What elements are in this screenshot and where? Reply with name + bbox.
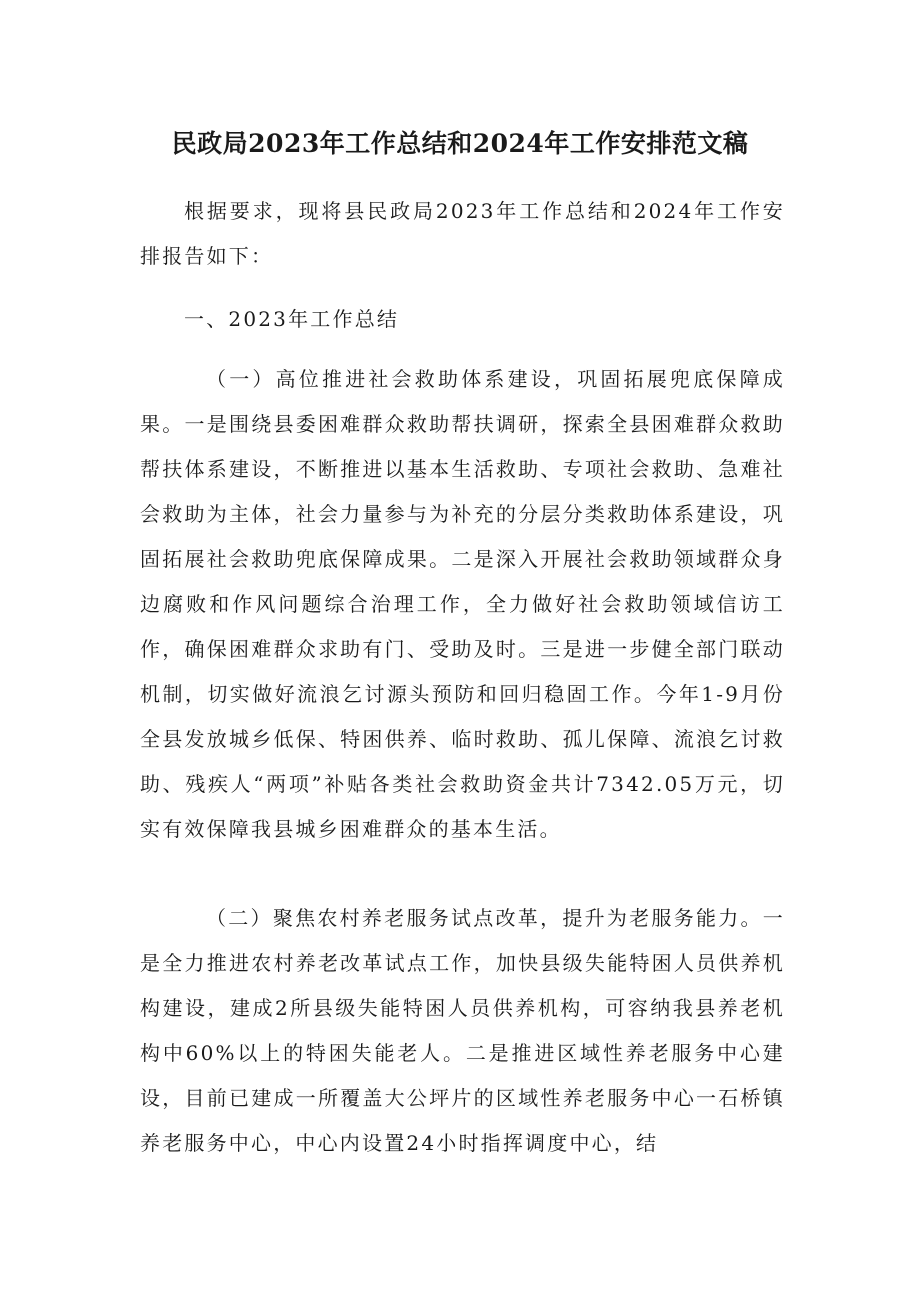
paragraph-item-1: （一）高位推进社会救助体系建设，巩固拓展兜底保障成果。一是围绕县委困难群众救助帮扶调研，探索全县困难群众救助帮扶体系建设，不断推进以基本生活救助、专项社会救助、急难社会救助为主体，社会力量参与为补充的分层分类救助体系建设，巩固拓展社会救助兜底保障成果。二是深入开展社会救助领域群众身边腐败和作风问题综合治理工作，全力做好社会救助领域信访工作，确保困难群众求助有门、受助及时。三是进一步健全部门联动机制，切实做好流浪乞讨源头预防和回归稳固工作。今年1-9月份全县发放城乡低保、特困供养、临时救助、孤儿保障、流浪乞讨救助、残疾人“两项”补贴各类社会救助资金共计7342.05万元，切实有效保障我县城乡困难群众的基本生活。: [140, 367, 785, 841]
document-title: 民政局2023年工作总结和2024年工作安排范文稿: [171, 129, 749, 158]
section-heading: 一、2023年工作总结: [184, 307, 400, 331]
intro-paragraph: 根据要求，现将县民政局2023年工作总结和2024年工作安排报告如下：: [140, 199, 785, 268]
paragraph-item-2: （二）聚焦农村养老服务试点改革，提升为老服务能力。一是全力推进农村养老改革试点工作，加快县级失能特困人员供养机构建设，建成2所县级失能特困人员供养机构，可容纳我县养老机构中60%以上的特困失能老人。二是推进区域性养老服务中心建设，目前已建成一所覆盖大公坪片的区域性养老服务中心一石桥镇养老服务中心，中心内设置24小时指挥调度中心，结: [140, 906, 785, 1155]
